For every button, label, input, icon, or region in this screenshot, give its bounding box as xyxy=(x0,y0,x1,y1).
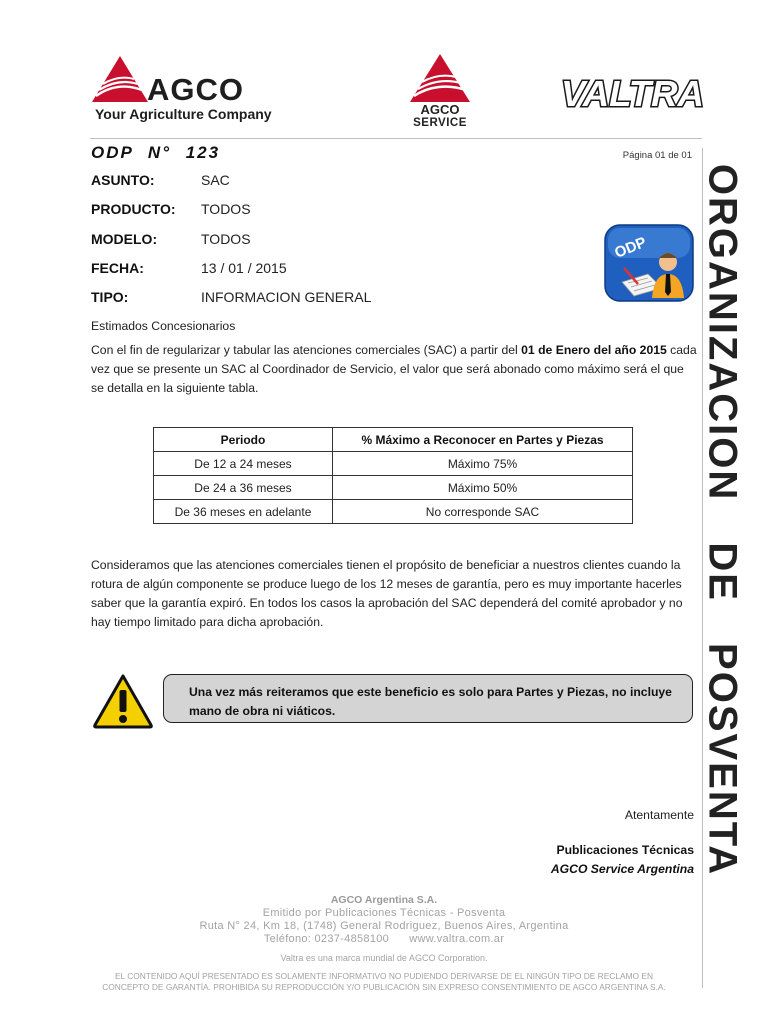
footer-company: AGCO Argentina S.A. xyxy=(330,894,438,906)
intro-text: Con el fin de regularizar y tabular las atenciones comerciales (SAC) a partir del xyxy=(91,343,522,357)
agco-service-logo xyxy=(404,52,476,134)
field-label-asunto: ASUNTO: xyxy=(91,172,155,188)
agco-service-triangle-icon xyxy=(404,52,476,102)
intro-paragraph xyxy=(91,341,697,398)
agco-wordmark: AGCO xyxy=(147,72,244,107)
footer-brand-note: Valtra es una marca mundial de AGCO Corporation. xyxy=(280,953,488,963)
table-header-maximo: % Máximo a Reconocer en Partes y Piezas xyxy=(333,428,633,452)
footer-contact: Teléfono: 0237-4858100 www.valtra.com.ar xyxy=(263,933,505,945)
field-value-modelo: TODOS xyxy=(201,231,251,247)
warning-callout xyxy=(163,674,693,723)
warning-text: Una vez más reiteramos que este beneficio es solo para Partes y Piezas, no incluye mano de obra ni viáticos. xyxy=(189,685,672,718)
regards-text: Atentamente xyxy=(624,808,694,822)
page-indicator: Página 01 de 01 xyxy=(622,150,692,161)
signature-publicaciones: Publicaciones Técnicas xyxy=(556,843,694,857)
table-header-row xyxy=(154,428,633,452)
agco-tagline: Your Agriculture Company xyxy=(95,106,272,122)
agco-triangle-icon xyxy=(92,56,148,102)
field-label-fecha: FECHA: xyxy=(91,260,144,276)
table-cell: No corresponde SAC xyxy=(333,500,633,524)
table-cell: De 36 meses en adelante xyxy=(154,500,333,524)
table-row xyxy=(154,476,633,500)
field-value-producto: TODOS xyxy=(201,201,251,217)
table-cell: Máximo 50% xyxy=(333,476,633,500)
field-value-tipo: INFORMACION GENERAL xyxy=(201,289,372,305)
table-header-periodo: Periodo xyxy=(154,428,333,452)
warning-icon xyxy=(92,673,154,729)
valtra-logo xyxy=(558,72,708,112)
table-row xyxy=(154,500,633,524)
agco-logo xyxy=(92,56,282,126)
odp-app-icon xyxy=(604,224,694,302)
field-value-fecha: 13 / 01 / 2015 xyxy=(201,260,287,276)
intro-text-cont: cada vez que se presente un SAC al Coordinador de Servicio, el valor que será abonado como máximo será el que se detalla en la siguiente tabla. xyxy=(91,343,697,395)
table-cell: Máximo 75% xyxy=(333,452,633,476)
header-divider xyxy=(90,138,702,139)
greeting: Estimados Concesionarios xyxy=(91,319,236,333)
table-row xyxy=(154,452,633,476)
field-label-modelo: MODELO: xyxy=(91,231,158,247)
signature-agco-service: AGCO Service Argentina xyxy=(550,862,694,876)
table-cell: De 24 a 36 meses xyxy=(154,476,333,500)
footer-issuer: Emitido por Publicaciones Técnicas - Posventa xyxy=(262,907,506,919)
footer-disclaimer-line2: CONCEPTO DE GARANTÍA. PROHIBIDA SU REPRODUCCIÓN Y/O PUBLICACIÓN SIN EXPRESO CONSENTIMIENTO DE AGCO ARGENTINA S.A. xyxy=(102,982,666,992)
odp-number-title: ODP N° 123 xyxy=(91,143,221,162)
footer-disclaimer-line1: EL CONTENIDO AQUÍ PRESENTADO ES SOLAMENTE INFORMATIVO NO PUDIENDO DERIVARSE DE EL NINGÚN TIPO DE RECLAMO EN xyxy=(114,971,654,981)
sac-table xyxy=(153,427,633,524)
table-cell: De 12 a 24 meses xyxy=(154,452,333,476)
intro-date-bold: 01 de Enero del año 2015 xyxy=(521,343,667,357)
service-logo-agco-text: AGCO xyxy=(420,102,460,117)
vertical-text: ORGANIZACION DE POSVENTA xyxy=(700,163,745,877)
field-value-asunto: SAC xyxy=(201,172,230,188)
odp-icon-label: ODP xyxy=(612,233,649,262)
service-logo-service-text: SERVICE xyxy=(413,117,467,129)
field-label-producto: PRODUCTO: xyxy=(91,201,176,217)
valtra-wordmark: VALTRA xyxy=(561,73,704,112)
consideration-paragraph: Consideramos que las atenciones comerciales tienen el propósito de beneficiar a nuestros clientes cuando la rotura de algún componente se produce luego de los 12 meses de garantía, pero es muy importante hacerles saber que la garantía expiró. En todos los casos la aprobación del SAC dependerá del comité aprobador y no hay tiempo limitado para dicha aprobación. xyxy=(91,558,683,629)
field-label-tipo: TIPO: xyxy=(91,289,129,305)
footer-address: Ruta N° 24, Km 18, (1748) General Rodriguez, Buenos Aires, Argentina xyxy=(199,920,569,932)
